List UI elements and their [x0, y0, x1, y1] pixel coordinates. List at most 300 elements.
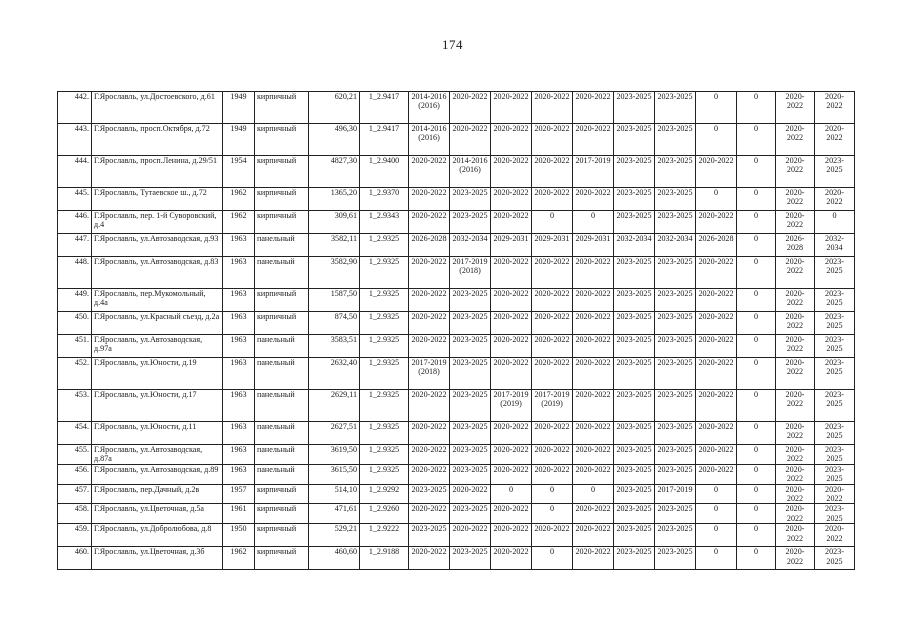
- year-cell: 1950: [223, 524, 255, 547]
- work-period-cell: 2020-2022: [573, 547, 614, 570]
- work-period-cell: 2017-2019 (2019): [491, 390, 532, 422]
- work-period-cell: 2023-2025: [655, 188, 696, 211]
- work-period-cell: 2020-2022: [573, 289, 614, 312]
- area-cell: 4827,30: [309, 156, 360, 188]
- work-period-cell: 2020-2022: [696, 312, 737, 335]
- work-period-cell: 2020-2022: [409, 211, 450, 234]
- work-period-cell: 2020-2022: [776, 312, 815, 335]
- material-cell: панельный: [255, 358, 309, 390]
- work-period-cell: 2020-2022: [409, 464, 450, 484]
- work-period-cell: 2023-2025: [614, 484, 655, 504]
- work-period-cell: 2020-2022: [532, 335, 573, 358]
- work-period-cell: 2020-2022: [409, 422, 450, 445]
- table-row: [58, 335, 855, 358]
- work-period-cell: 2032-2034: [614, 234, 655, 257]
- year-cell: 1963: [223, 390, 255, 422]
- work-period-cell: 2023-2025: [655, 464, 696, 484]
- work-period-cell: 2014-2016 (2016): [409, 124, 450, 156]
- work-period-cell: 0: [737, 445, 776, 465]
- work-period-cell: 2023-2025: [450, 504, 491, 524]
- work-period-cell: 2020-2022: [491, 358, 532, 390]
- work-period-cell: 2020-2022: [776, 547, 815, 570]
- work-period-cell: 0: [696, 188, 737, 211]
- year-cell: 1963: [223, 422, 255, 445]
- area-cell: 2632,40: [309, 358, 360, 390]
- work-period-cell: 2020-2022: [573, 358, 614, 390]
- coefficient-cell: 1_2.9400: [360, 156, 409, 188]
- row-number: 456.: [58, 464, 92, 484]
- work-period-cell: 0: [737, 358, 776, 390]
- work-period-cell: 0: [737, 124, 776, 156]
- table-row: [58, 124, 855, 156]
- work-period-cell: 2020-2022: [409, 504, 450, 524]
- address-cell: Г.Ярославль, ул.Автозаводская, д.93: [92, 234, 223, 257]
- table-row: [58, 257, 855, 289]
- work-period-cell: 2017-2019: [573, 156, 614, 188]
- table-row: [58, 504, 855, 524]
- address-cell: Г.Ярославль, пер.Мукомольный, д.4а: [92, 289, 223, 312]
- work-period-cell: 2014-2016 (2016): [409, 92, 450, 124]
- area-cell: 874,50: [309, 312, 360, 335]
- work-period-cell: 2020-2022: [532, 289, 573, 312]
- work-period-cell: 0: [532, 504, 573, 524]
- material-cell: панельный: [255, 390, 309, 422]
- table-row: [58, 484, 855, 504]
- work-period-cell: 0: [737, 464, 776, 484]
- work-period-cell: 2023-2025: [815, 289, 855, 312]
- work-period-cell: 2020-2022: [696, 335, 737, 358]
- work-period-cell: 2023-2025: [655, 335, 696, 358]
- area-cell: 514,10: [309, 484, 360, 504]
- work-period-cell: 2020-2022: [450, 92, 491, 124]
- address-cell: Г.Ярославль, ул.Юности, д.11: [92, 422, 223, 445]
- area-cell: 3582,90: [309, 257, 360, 289]
- work-period-cell: 2020-2022: [776, 335, 815, 358]
- row-number: 451.: [58, 335, 92, 358]
- address-cell: Г.Ярославль, пер. 1-й Суворовский, д.4: [92, 211, 223, 234]
- work-period-cell: 2023-2025: [614, 156, 655, 188]
- coefficient-cell: 1_2.9325: [360, 289, 409, 312]
- work-period-cell: 2023-2025: [655, 445, 696, 465]
- work-period-cell: 2023-2025: [614, 504, 655, 524]
- area-cell: 1365,20: [309, 188, 360, 211]
- row-number: 450.: [58, 312, 92, 335]
- work-period-cell: 2023-2025: [815, 504, 855, 524]
- work-period-cell: 2032-2034: [450, 234, 491, 257]
- address-cell: Г.Ярославль, просп.Октября, д.72: [92, 124, 223, 156]
- work-period-cell: 2020-2022: [409, 257, 450, 289]
- work-period-cell: 2020-2022: [409, 188, 450, 211]
- work-period-cell: 2023-2025: [655, 211, 696, 234]
- work-period-cell: 0: [737, 211, 776, 234]
- work-period-cell: 2023-2025: [450, 445, 491, 465]
- address-cell: Г.Ярославль, ул.Автозаводская, д.89: [92, 464, 223, 484]
- work-period-cell: 2026-2028: [409, 234, 450, 257]
- coefficient-cell: 1_2.9370: [360, 188, 409, 211]
- work-period-cell: 2023-2025: [614, 312, 655, 335]
- work-period-cell: 0: [532, 547, 573, 570]
- work-period-cell: 0: [696, 124, 737, 156]
- year-cell: 1963: [223, 358, 255, 390]
- row-number: 446.: [58, 211, 92, 234]
- work-period-cell: 2023-2025: [655, 358, 696, 390]
- address-cell: Г.Ярославль, пер.Дачный, д.2в: [92, 484, 223, 504]
- work-period-cell: 0: [737, 188, 776, 211]
- work-period-cell: 0: [737, 547, 776, 570]
- work-period-cell: 0: [737, 335, 776, 358]
- work-period-cell: 2014-2016 (2016): [450, 156, 491, 188]
- material-cell: кирпичный: [255, 504, 309, 524]
- work-period-cell: 0: [737, 234, 776, 257]
- row-number: 454.: [58, 422, 92, 445]
- address-cell: Г.Ярославль, ул.Автозаводская, д.97а: [92, 335, 223, 358]
- work-period-cell: 0: [696, 92, 737, 124]
- table-row: [58, 547, 855, 570]
- work-period-cell: 2023-2025: [815, 312, 855, 335]
- material-cell: кирпичный: [255, 547, 309, 570]
- work-period-cell: 2023-2025: [614, 390, 655, 422]
- work-period-cell: 2020-2022: [696, 358, 737, 390]
- work-period-cell: 2020-2022: [776, 390, 815, 422]
- table-row: [58, 358, 855, 390]
- work-period-cell: 2023-2025: [450, 358, 491, 390]
- work-period-cell: 2020-2022: [573, 335, 614, 358]
- work-period-cell: 0: [491, 484, 532, 504]
- year-cell: 1963: [223, 234, 255, 257]
- coefficient-cell: 1_2.9417: [360, 124, 409, 156]
- work-period-cell: 2020-2022: [815, 188, 855, 211]
- area-cell: 529,21: [309, 524, 360, 547]
- work-period-cell: 2020-2022: [450, 124, 491, 156]
- work-period-cell: 0: [737, 92, 776, 124]
- area-cell: 3582,11: [309, 234, 360, 257]
- coefficient-cell: 1_2.9325: [360, 390, 409, 422]
- work-period-cell: 2020-2022: [491, 188, 532, 211]
- work-period-cell: 2023-2025: [409, 484, 450, 504]
- work-period-cell: 2020-2022: [815, 124, 855, 156]
- work-period-cell: 0: [737, 390, 776, 422]
- row-number: 457.: [58, 484, 92, 504]
- address-cell: Г.Ярославль, ул.Юности, д.17: [92, 390, 223, 422]
- work-period-cell: 2020-2022: [573, 445, 614, 465]
- material-cell: кирпичный: [255, 312, 309, 335]
- work-period-cell: 2020-2022: [532, 524, 573, 547]
- area-cell: 496,30: [309, 124, 360, 156]
- work-period-cell: 2020-2022: [776, 504, 815, 524]
- work-period-cell: 2023-2025: [450, 547, 491, 570]
- work-period-cell: 2023-2025: [815, 156, 855, 188]
- year-cell: 1963: [223, 335, 255, 358]
- work-period-cell: 2023-2025: [614, 445, 655, 465]
- work-period-cell: 2023-2025: [655, 422, 696, 445]
- table-row: [58, 390, 855, 422]
- work-period-cell: 2020-2022: [409, 445, 450, 465]
- work-period-cell: 0: [696, 547, 737, 570]
- material-cell: панельный: [255, 234, 309, 257]
- work-period-cell: 2020-2022: [776, 257, 815, 289]
- work-period-cell: 2020-2022: [776, 422, 815, 445]
- address-cell: Г.Ярославль, ул.Добролюбова, д.8: [92, 524, 223, 547]
- work-period-cell: 2020-2022: [491, 156, 532, 188]
- work-period-cell: 2023-2025: [450, 464, 491, 484]
- work-period-cell: 2020-2022: [776, 124, 815, 156]
- work-period-cell: 2020-2022: [573, 124, 614, 156]
- table-row: [58, 464, 855, 484]
- material-cell: кирпичный: [255, 124, 309, 156]
- work-period-cell: 2023-2025: [815, 257, 855, 289]
- area-cell: 1587,50: [309, 289, 360, 312]
- material-cell: панельный: [255, 335, 309, 358]
- work-period-cell: 2017-2019 (2018): [409, 358, 450, 390]
- work-period-cell: 2023-2025: [655, 124, 696, 156]
- work-period-cell: 2023-2025: [614, 124, 655, 156]
- work-period-cell: 2020-2022: [776, 358, 815, 390]
- work-period-cell: 2023-2025: [614, 422, 655, 445]
- coefficient-cell: 1_2.9260: [360, 504, 409, 524]
- page-number: 174: [442, 37, 463, 52]
- work-period-cell: 0: [737, 484, 776, 504]
- material-cell: панельный: [255, 257, 309, 289]
- row-number: 453.: [58, 390, 92, 422]
- work-period-cell: 2020-2022: [532, 156, 573, 188]
- work-period-cell: 2020-2022: [696, 289, 737, 312]
- housing-schedule-table: [57, 91, 855, 570]
- work-period-cell: 2020-2022: [532, 124, 573, 156]
- work-period-cell: 2023-2025: [614, 211, 655, 234]
- work-period-cell: 2020-2022: [696, 211, 737, 234]
- work-period-cell: 2020-2022: [776, 289, 815, 312]
- address-cell: Г.Ярославль, ул.Цветочная, д.5а: [92, 504, 223, 524]
- work-period-cell: 2020-2022: [491, 422, 532, 445]
- work-period-cell: 2020-2022: [696, 422, 737, 445]
- work-period-cell: 2020-2022: [573, 524, 614, 547]
- work-period-cell: 2023-2025: [450, 289, 491, 312]
- work-period-cell: 2020-2022: [573, 464, 614, 484]
- row-number: 452.: [58, 358, 92, 390]
- coefficient-cell: 1_2.9325: [360, 422, 409, 445]
- year-cell: 1963: [223, 464, 255, 484]
- work-period-cell: 0: [573, 484, 614, 504]
- area-cell: 471,61: [309, 504, 360, 524]
- work-period-cell: 2020-2022: [532, 445, 573, 465]
- material-cell: кирпичный: [255, 92, 309, 124]
- work-period-cell: 2023-2025: [815, 445, 855, 465]
- work-period-cell: 0: [815, 211, 855, 234]
- work-period-cell: 2020-2022: [776, 484, 815, 504]
- work-period-cell: 2020-2022: [532, 257, 573, 289]
- year-cell: 1957: [223, 484, 255, 504]
- address-cell: Г.Ярославль, ул.Автозаводская, д.83: [92, 257, 223, 289]
- coefficient-cell: 1_2.9325: [360, 257, 409, 289]
- work-period-cell: 0: [696, 484, 737, 504]
- coefficient-cell: 1_2.9222: [360, 524, 409, 547]
- work-period-cell: 2020-2022: [491, 312, 532, 335]
- year-cell: 1961: [223, 504, 255, 524]
- work-period-cell: 2023-2025: [409, 524, 450, 547]
- work-period-cell: 2020-2022: [776, 188, 815, 211]
- work-period-cell: 2020-2022: [573, 390, 614, 422]
- row-number: 460.: [58, 547, 92, 570]
- work-period-cell: 2023-2025: [815, 422, 855, 445]
- work-period-cell: 0: [737, 504, 776, 524]
- work-period-cell: 2020-2022: [776, 445, 815, 465]
- work-period-cell: 2023-2025: [614, 289, 655, 312]
- work-period-cell: 2026-2028: [776, 234, 815, 257]
- work-period-cell: 2023-2025: [655, 312, 696, 335]
- work-period-cell: 2020-2022: [409, 312, 450, 335]
- year-cell: 1963: [223, 289, 255, 312]
- work-period-cell: 0: [696, 524, 737, 547]
- work-period-cell: 2020-2022: [532, 312, 573, 335]
- work-period-cell: 2020-2022: [573, 504, 614, 524]
- work-period-cell: 2023-2025: [655, 289, 696, 312]
- table-row: [58, 188, 855, 211]
- work-period-cell: 2020-2022: [491, 211, 532, 234]
- work-period-cell: 2023-2025: [450, 188, 491, 211]
- row-number: 448.: [58, 257, 92, 289]
- area-cell: 3615,50: [309, 464, 360, 484]
- table-row: [58, 92, 855, 124]
- row-number: 443.: [58, 124, 92, 156]
- work-period-cell: 0: [737, 312, 776, 335]
- work-period-cell: 2020-2022: [776, 156, 815, 188]
- table-row: [58, 524, 855, 547]
- coefficient-cell: 1_2.9325: [360, 445, 409, 465]
- work-period-cell: 2017-2019: [655, 484, 696, 504]
- work-period-cell: 2020-2022: [696, 257, 737, 289]
- year-cell: 1954: [223, 156, 255, 188]
- work-period-cell: 2023-2025: [815, 547, 855, 570]
- address-cell: Г.Ярославль, ул.Достоевского, д.61: [92, 92, 223, 124]
- work-period-cell: 2020-2022: [573, 422, 614, 445]
- work-period-cell: 2020-2022: [532, 422, 573, 445]
- work-period-cell: 2023-2025: [815, 358, 855, 390]
- year-cell: 1949: [223, 92, 255, 124]
- work-period-cell: 2020-2022: [491, 464, 532, 484]
- work-period-cell: 2017-2019 (2019): [532, 390, 573, 422]
- row-number: 458.: [58, 504, 92, 524]
- work-period-cell: 2020-2022: [409, 335, 450, 358]
- material-cell: панельный: [255, 464, 309, 484]
- coefficient-cell: 1_2.9417: [360, 92, 409, 124]
- address-cell: Г.Ярославль, ул.Цветочная, д.3б: [92, 547, 223, 570]
- work-period-cell: 2023-2025: [655, 257, 696, 289]
- coefficient-cell: 1_2.9188: [360, 547, 409, 570]
- work-period-cell: 2020-2022: [450, 524, 491, 547]
- address-cell: Г.Ярославль, Тутаевское ш., д.72: [92, 188, 223, 211]
- row-number: 459.: [58, 524, 92, 547]
- work-period-cell: 2023-2025: [614, 188, 655, 211]
- work-period-cell: 2023-2025: [614, 257, 655, 289]
- material-cell: кирпичный: [255, 211, 309, 234]
- table-row: [58, 211, 855, 234]
- work-period-cell: 2020-2022: [409, 547, 450, 570]
- table-row: [58, 289, 855, 312]
- work-period-cell: 0: [696, 504, 737, 524]
- work-period-cell: 2023-2025: [450, 390, 491, 422]
- work-period-cell: 2017-2019 (2018): [450, 257, 491, 289]
- material-cell: кирпичный: [255, 188, 309, 211]
- address-cell: Г.Ярославль, ул.Автозаводская, д.87а: [92, 445, 223, 465]
- work-period-cell: 2023-2025: [614, 335, 655, 358]
- area-cell: 460,60: [309, 547, 360, 570]
- work-period-cell: 2020-2022: [815, 92, 855, 124]
- address-cell: Г.Ярославль, ул.Юности, д.19: [92, 358, 223, 390]
- work-period-cell: 2020-2022: [491, 92, 532, 124]
- year-cell: 1962: [223, 547, 255, 570]
- year-cell: 1962: [223, 211, 255, 234]
- coefficient-cell: 1_2.9325: [360, 358, 409, 390]
- table-row: [58, 234, 855, 257]
- area-cell: 3583,51: [309, 335, 360, 358]
- work-period-cell: 2023-2025: [655, 504, 696, 524]
- work-period-cell: 2020-2022: [776, 211, 815, 234]
- coefficient-cell: 1_2.9325: [360, 234, 409, 257]
- material-cell: кирпичный: [255, 289, 309, 312]
- work-period-cell: 2020-2022: [815, 484, 855, 504]
- work-period-cell: 2023-2025: [655, 156, 696, 188]
- work-period-cell: 0: [737, 289, 776, 312]
- row-number: 444.: [58, 156, 92, 188]
- work-period-cell: 2020-2022: [491, 335, 532, 358]
- row-number: 449.: [58, 289, 92, 312]
- work-period-cell: 2023-2025: [614, 524, 655, 547]
- work-period-cell: 0: [737, 524, 776, 547]
- row-number: 447.: [58, 234, 92, 257]
- material-cell: кирпичный: [255, 524, 309, 547]
- area-cell: 309,61: [309, 211, 360, 234]
- work-period-cell: 2020-2022: [532, 464, 573, 484]
- work-period-cell: 0: [532, 211, 573, 234]
- row-number: 442.: [58, 92, 92, 124]
- work-period-cell: 2023-2025: [450, 211, 491, 234]
- work-period-cell: 2026-2028: [696, 234, 737, 257]
- work-period-cell: 2020-2022: [696, 464, 737, 484]
- work-period-cell: 2020-2022: [491, 289, 532, 312]
- year-cell: 1962: [223, 188, 255, 211]
- work-period-cell: 0: [737, 257, 776, 289]
- work-period-cell: 2020-2022: [450, 484, 491, 504]
- work-period-cell: 2020-2022: [573, 188, 614, 211]
- work-period-cell: 2020-2022: [532, 92, 573, 124]
- work-period-cell: 2020-2022: [696, 445, 737, 465]
- year-cell: 1949: [223, 124, 255, 156]
- work-period-cell: 2023-2025: [614, 358, 655, 390]
- table-row: [58, 312, 855, 335]
- work-period-cell: 2023-2025: [450, 312, 491, 335]
- area-cell: 620,21: [309, 92, 360, 124]
- work-period-cell: 2020-2022: [573, 257, 614, 289]
- work-period-cell: 2023-2025: [655, 390, 696, 422]
- row-number: 455.: [58, 445, 92, 465]
- work-period-cell: 2020-2022: [491, 524, 532, 547]
- work-period-cell: 2020-2022: [776, 92, 815, 124]
- area-cell: 3619,50: [309, 445, 360, 465]
- work-period-cell: 2023-2025: [655, 547, 696, 570]
- work-period-cell: 2020-2022: [776, 464, 815, 484]
- table-row: [58, 156, 855, 188]
- work-period-cell: 2020-2022: [491, 445, 532, 465]
- work-period-cell: 2023-2025: [815, 390, 855, 422]
- address-cell: Г.Ярославль, ул.Красный съезд, д.2а: [92, 312, 223, 335]
- work-period-cell: 2020-2022: [573, 312, 614, 335]
- work-period-cell: 2020-2022: [532, 188, 573, 211]
- work-period-cell: 2020-2022: [776, 524, 815, 547]
- work-period-cell: 2029-2031: [491, 234, 532, 257]
- work-period-cell: 2023-2025: [655, 524, 696, 547]
- work-period-cell: 2020-2022: [491, 504, 532, 524]
- work-period-cell: 2023-2025: [614, 464, 655, 484]
